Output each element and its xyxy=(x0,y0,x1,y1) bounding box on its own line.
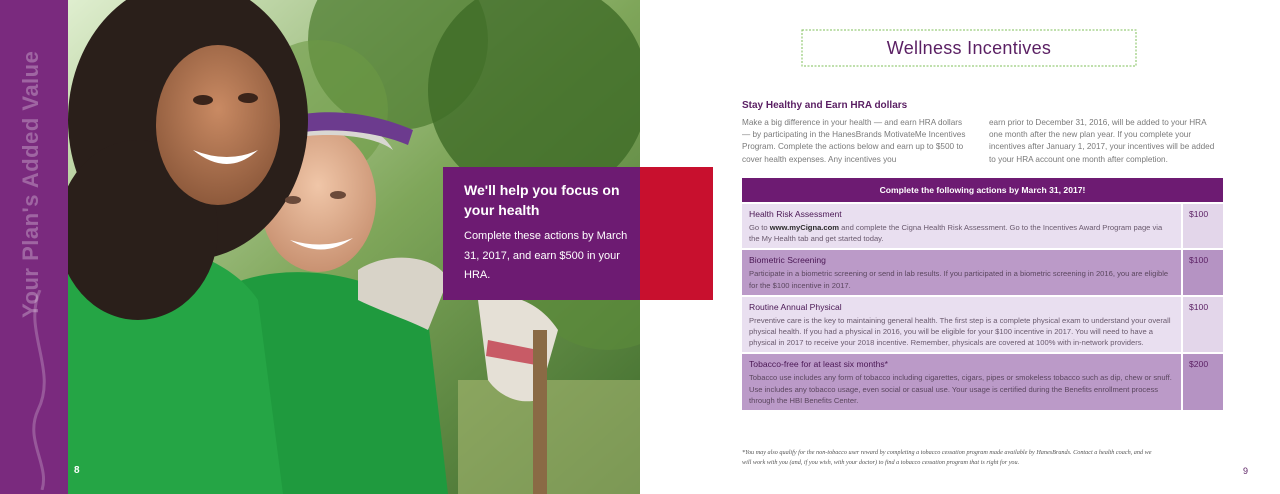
row-amount: $100 xyxy=(1181,204,1223,248)
row-description: Participate in a biometric screening or send in lab results. If you participated in a biometric screening in 2016, you are eligible for the $100 incentive in 2017. xyxy=(749,269,1169,290)
row-amount: $100 xyxy=(1181,297,1223,353)
table-header: Complete the following actions by March 31, 2017! xyxy=(742,178,1223,202)
intro-paragraph-2: earn prior to December 31, 2016, will be added to your HRA one month after the new plan year. If you complete your incentives after January 1, 2017, your incentives will be added to your HRA account one month after completion. xyxy=(989,118,1215,164)
table-row xyxy=(742,248,1223,294)
row-description: Tobacco use includes any form of tobacco including cigarettes, cigars, pipes or smokeless tobacco such as dip, chew or snuff. Use includes any tobacco usage, even social or casual use. Your usage is certified during the Benefits enrollment process through the HBI Benefits Center. xyxy=(749,373,1172,405)
page-title: Wellness Incentives xyxy=(886,38,1052,58)
row-description: Preventive care is the key to maintaining general health. The first step is a complete physical exam to understand your overall physical health. If you had a physical in 2016, you will be eligible for your $100 incentive in 2017. You will need to have a physical in 2017 to receive your 2018 incentive. Remember, physicals are covered at 100% with in-network providers. xyxy=(749,315,1171,348)
table-row xyxy=(742,202,1223,248)
row-amount: $200 xyxy=(1181,354,1223,410)
intro-paragraph-1: Make a big difference in your health — and earn HRA dollars — by participating in the HanesBrands MotivateMe Incentives Program. Complete the actions below and earn up to $500 to cover health expenses. Any incentives you xyxy=(742,118,966,164)
footnote: *You may also qualify for the non-tobacco user reward by completing a tobacco cessation program made available by HanesBrands. Contact a health coach, and we will work with you (and, if you wish, with your doctor) to find a tobacco cessation program that is right for you. xyxy=(742,449,1152,466)
title-box xyxy=(801,29,1137,67)
side-title: Your Plan's Added Value xyxy=(18,50,43,318)
intro-heading: Stay Healthy and Earn HRA dollars xyxy=(742,100,908,111)
row-amount: $100 xyxy=(1181,250,1223,294)
page-number-left: 8 xyxy=(74,465,80,476)
row-title: Routine Annual Physical xyxy=(749,301,842,312)
table-row xyxy=(742,352,1223,410)
row-description: Go to www.myCigna.com and complete the Cigna Health Risk Assessment. Go to the Incentives Award Program page via the My Health tab and get started today. xyxy=(749,223,1163,244)
page-number-right: 9 xyxy=(1243,466,1249,476)
row-title: Biometric Screening xyxy=(749,255,826,266)
row-title: Health Risk Assessment xyxy=(749,209,842,219)
row-title: Tobacco-free for at least six months* xyxy=(749,359,888,370)
mycigna-link[interactable]: www.myCigna.com xyxy=(769,223,840,232)
decorative-curve-icon xyxy=(20,290,60,490)
callout-heading: We'll help you focus on your health xyxy=(464,182,620,218)
table-row xyxy=(742,295,1223,353)
right-page xyxy=(640,0,1280,494)
callout-body: Complete these actions by March 31, 2017, and earn $500 in your HRA. xyxy=(464,230,628,281)
incentives-table xyxy=(742,178,1223,410)
